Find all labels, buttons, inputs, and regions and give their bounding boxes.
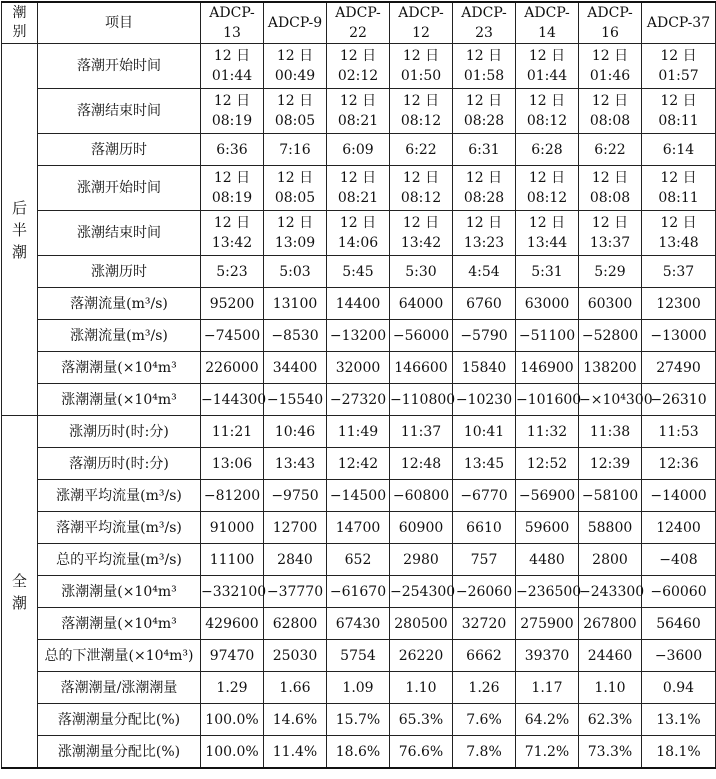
row-label: 涨潮潮量分配比(%) bbox=[38, 736, 201, 769]
table-cell: 95200 bbox=[201, 288, 264, 320]
row-label: 涨潮平均流量(m³/s) bbox=[38, 480, 201, 512]
table-cell: 12 日 13:44 bbox=[516, 211, 579, 256]
table-cell: 12 日 08:21 bbox=[327, 89, 390, 134]
table-cell: 56460 bbox=[642, 608, 716, 640]
table-cell: 1.29 bbox=[201, 672, 264, 704]
table-cell: 13.1% bbox=[642, 704, 716, 736]
table-cell: 10:46 bbox=[264, 416, 327, 448]
table-cell: −56900 bbox=[516, 480, 579, 512]
table-cell: 26220 bbox=[390, 640, 453, 672]
table-cell: 5:23 bbox=[201, 256, 264, 288]
table-cell: 4:54 bbox=[453, 256, 516, 288]
row-label: 涨潮结束时间 bbox=[38, 211, 201, 256]
table-cell: 27490 bbox=[642, 352, 716, 384]
table-cell: 6662 bbox=[453, 640, 516, 672]
group-header: 潮 别 bbox=[2, 2, 38, 44]
table-cell: −254300 bbox=[390, 576, 453, 608]
row-label: 涨潮潮量(×10⁴m³ bbox=[38, 576, 201, 608]
table-row bbox=[2, 640, 716, 672]
table-cell: 14700 bbox=[327, 512, 390, 544]
table-cell: 12 日 01:57 bbox=[642, 44, 716, 89]
table-cell: 71.2% bbox=[516, 736, 579, 769]
table-cell: 7:16 bbox=[264, 134, 327, 166]
table-cell: 2980 bbox=[390, 544, 453, 576]
table-cell: 76.6% bbox=[390, 736, 453, 769]
table-cell: 652 bbox=[327, 544, 390, 576]
table-cell: 12 日 08:11 bbox=[642, 166, 716, 211]
table-cell: 12:36 bbox=[642, 448, 716, 480]
table-cell: 6:36 bbox=[201, 134, 264, 166]
table-cell: 1.10 bbox=[579, 672, 642, 704]
table-cell: 12 日 01:44 bbox=[516, 44, 579, 89]
tidal-statistics-table bbox=[1, 1, 716, 769]
table-cell: 1.09 bbox=[327, 672, 390, 704]
row-label: 落潮开始时间 bbox=[38, 44, 201, 89]
table-cell: −26310 bbox=[642, 384, 716, 416]
table-cell: 12400 bbox=[642, 512, 716, 544]
table-cell: 12 日 08:28 bbox=[453, 89, 516, 134]
table-row bbox=[2, 672, 716, 704]
table-cell: −13000 bbox=[642, 320, 716, 352]
column-header: ADCP-14 bbox=[516, 2, 579, 44]
table-cell: −408 bbox=[642, 544, 716, 576]
table-row bbox=[2, 704, 716, 736]
table-cell: 6:14 bbox=[642, 134, 716, 166]
table-cell: 6610 bbox=[453, 512, 516, 544]
table-cell: 18.6% bbox=[327, 736, 390, 769]
table-cell: 12 日 13:42 bbox=[390, 211, 453, 256]
table-cell: 12 日 13:37 bbox=[579, 211, 642, 256]
table-cell: 11:37 bbox=[390, 416, 453, 448]
table-cell: −5790 bbox=[453, 320, 516, 352]
table-row bbox=[2, 288, 716, 320]
header-row bbox=[2, 2, 716, 44]
table-cell: 62800 bbox=[264, 608, 327, 640]
table-cell: 12 日 08:12 bbox=[516, 89, 579, 134]
table-cell: 39370 bbox=[516, 640, 579, 672]
table-cell: −8530 bbox=[264, 320, 327, 352]
table-cell: 12 日 01:46 bbox=[579, 44, 642, 89]
table-row bbox=[2, 44, 716, 89]
table-cell: 12 日 01:58 bbox=[453, 44, 516, 89]
table-cell: 58800 bbox=[579, 512, 642, 544]
table-cell: 12 日 13:09 bbox=[264, 211, 327, 256]
table-cell: 1.17 bbox=[516, 672, 579, 704]
row-label: 落潮潮量分配比(%) bbox=[38, 704, 201, 736]
table-cell: 6:31 bbox=[453, 134, 516, 166]
table-cell: −58100 bbox=[579, 480, 642, 512]
table-cell: −60060 bbox=[642, 576, 716, 608]
table-cell: −110800 bbox=[390, 384, 453, 416]
column-header: ADCP-9 bbox=[264, 2, 327, 44]
table-cell: 100.0% bbox=[201, 704, 264, 736]
table-cell: −13200 bbox=[327, 320, 390, 352]
table-cell: 5754 bbox=[327, 640, 390, 672]
table-cell: 12300 bbox=[642, 288, 716, 320]
table-row bbox=[2, 320, 716, 352]
column-header: ADCP-22 bbox=[327, 2, 390, 44]
table-cell: 12 日 02:12 bbox=[327, 44, 390, 89]
table-cell: 757 bbox=[453, 544, 516, 576]
table-cell: 64000 bbox=[390, 288, 453, 320]
table-cell: 2800 bbox=[579, 544, 642, 576]
table-cell: 6:22 bbox=[579, 134, 642, 166]
row-label: 涨潮潮量(×10⁴m³ bbox=[38, 384, 201, 416]
table-row bbox=[2, 416, 716, 448]
table-cell: 5:31 bbox=[516, 256, 579, 288]
table-cell: 5:29 bbox=[579, 256, 642, 288]
table-cell: 15840 bbox=[453, 352, 516, 384]
table-cell: 32720 bbox=[453, 608, 516, 640]
table-cell: −144300 bbox=[201, 384, 264, 416]
table-cell: 280500 bbox=[390, 608, 453, 640]
table-cell: 13:06 bbox=[201, 448, 264, 480]
table-cell: 25030 bbox=[264, 640, 327, 672]
table-cell: 5:45 bbox=[327, 256, 390, 288]
table-cell: 12 日 08:12 bbox=[516, 166, 579, 211]
table-cell: 2840 bbox=[264, 544, 327, 576]
column-header: ADCP-13 bbox=[201, 2, 264, 44]
table-cell: 32000 bbox=[327, 352, 390, 384]
table-cell: 267800 bbox=[579, 608, 642, 640]
table-row bbox=[2, 576, 716, 608]
table-cell: −10230 bbox=[453, 384, 516, 416]
table-row bbox=[2, 89, 716, 134]
table-cell: −332100 bbox=[201, 576, 264, 608]
table-cell: 1.10 bbox=[390, 672, 453, 704]
table-cell: −14500 bbox=[327, 480, 390, 512]
table-cell: 59600 bbox=[516, 512, 579, 544]
table-cell: 10:41 bbox=[453, 416, 516, 448]
table-cell: −3600 bbox=[642, 640, 716, 672]
table-cell: 24460 bbox=[579, 640, 642, 672]
table-cell: 4480 bbox=[516, 544, 579, 576]
row-label: 总的平均流量(m³/s) bbox=[38, 544, 201, 576]
table-cell: 12 日 14:06 bbox=[327, 211, 390, 256]
table-cell: 13:43 bbox=[264, 448, 327, 480]
table-cell: 7.6% bbox=[453, 704, 516, 736]
column-header: ADCP-23 bbox=[453, 2, 516, 44]
table-cell: 11:53 bbox=[642, 416, 716, 448]
table-cell: 12 日 13:42 bbox=[201, 211, 264, 256]
row-label: 落潮结束时间 bbox=[38, 89, 201, 134]
table-cell: 5:03 bbox=[264, 256, 327, 288]
table-cell: −26060 bbox=[453, 576, 516, 608]
table-cell: 62.3% bbox=[579, 704, 642, 736]
table-cell: −81200 bbox=[201, 480, 264, 512]
table-cell: 12:39 bbox=[579, 448, 642, 480]
row-label: 涨潮历时(时:分) bbox=[38, 416, 201, 448]
table-cell: −74500 bbox=[201, 320, 264, 352]
table-cell: 12 日 08:19 bbox=[201, 166, 264, 211]
table-cell: 13:45 bbox=[453, 448, 516, 480]
table-row bbox=[2, 134, 716, 166]
table-cell: 14.6% bbox=[264, 704, 327, 736]
table-cell: 11:21 bbox=[201, 416, 264, 448]
row-label: 落潮历时 bbox=[38, 134, 201, 166]
table-cell: 6:22 bbox=[390, 134, 453, 166]
table-cell: 11:38 bbox=[579, 416, 642, 448]
column-header: ADCP-16 bbox=[579, 2, 642, 44]
table-cell: 15.7% bbox=[327, 704, 390, 736]
row-label: 涨潮开始时间 bbox=[38, 166, 201, 211]
table-cell: 146600 bbox=[390, 352, 453, 384]
table-row bbox=[2, 384, 716, 416]
table-row bbox=[2, 544, 716, 576]
table-row bbox=[2, 512, 716, 544]
table-cell: 275900 bbox=[516, 608, 579, 640]
table-cell: 12 日 08:11 bbox=[642, 89, 716, 134]
table-cell: 12 日 01:50 bbox=[390, 44, 453, 89]
row-label: 落潮历时(时:分) bbox=[38, 448, 201, 480]
row-label: 落潮潮量(×10⁴m³ bbox=[38, 608, 201, 640]
table-cell: −×10⁴300 bbox=[579, 384, 642, 416]
table-cell: 65.3% bbox=[390, 704, 453, 736]
table-cell: 67430 bbox=[327, 608, 390, 640]
table-cell: 12 日 08:28 bbox=[453, 166, 516, 211]
group2-label: 全 潮 bbox=[2, 416, 38, 769]
table-cell: 11:49 bbox=[327, 416, 390, 448]
table-cell: 6:09 bbox=[327, 134, 390, 166]
table-cell: 11:32 bbox=[516, 416, 579, 448]
table-cell: 12 日 08:12 bbox=[390, 89, 453, 134]
table-cell: 1.66 bbox=[264, 672, 327, 704]
table-cell: 12 日 08:21 bbox=[327, 166, 390, 211]
table-cell: 13100 bbox=[264, 288, 327, 320]
table-cell: 12 日 00:49 bbox=[264, 44, 327, 89]
table-cell: 100.0% bbox=[201, 736, 264, 769]
table-cell: 14400 bbox=[327, 288, 390, 320]
table-cell: 138200 bbox=[579, 352, 642, 384]
table-cell: 12:52 bbox=[516, 448, 579, 480]
table-cell: −27320 bbox=[327, 384, 390, 416]
row-label: 落潮平均流量(m³/s) bbox=[38, 512, 201, 544]
table-cell: 91000 bbox=[201, 512, 264, 544]
table-row bbox=[2, 256, 716, 288]
table-row bbox=[2, 166, 716, 211]
table-cell: 12:42 bbox=[327, 448, 390, 480]
table-cell: 5:30 bbox=[390, 256, 453, 288]
table-row bbox=[2, 211, 716, 256]
table-cell: 11.4% bbox=[264, 736, 327, 769]
table-cell: 63000 bbox=[516, 288, 579, 320]
table-cell: 60900 bbox=[390, 512, 453, 544]
table-row bbox=[2, 448, 716, 480]
table-cell: −101600 bbox=[516, 384, 579, 416]
table-cell: 12 日 13:23 bbox=[453, 211, 516, 256]
table-cell: 73.3% bbox=[579, 736, 642, 769]
table-cell: 0.94 bbox=[642, 672, 716, 704]
table-cell: 12 日 08:19 bbox=[201, 89, 264, 134]
column-header: ADCP-12 bbox=[390, 2, 453, 44]
table-cell: −56000 bbox=[390, 320, 453, 352]
table-cell: −51100 bbox=[516, 320, 579, 352]
table-cell: 12 日 08:05 bbox=[264, 166, 327, 211]
table-cell: 226000 bbox=[201, 352, 264, 384]
column-header: ADCP-37 bbox=[642, 2, 716, 44]
table-cell: 11100 bbox=[201, 544, 264, 576]
table-cell: −6770 bbox=[453, 480, 516, 512]
table-cell: −37770 bbox=[264, 576, 327, 608]
row-label: 落潮潮量(×10⁴m³ bbox=[38, 352, 201, 384]
table-row bbox=[2, 736, 716, 769]
table-cell: 12 日 01:44 bbox=[201, 44, 264, 89]
row-label: 总的下泄潮量(×10⁴m³) bbox=[38, 640, 201, 672]
table-cell: −61670 bbox=[327, 576, 390, 608]
table-cell: 18.1% bbox=[642, 736, 716, 769]
table-cell: 6760 bbox=[453, 288, 516, 320]
table-cell: 6:28 bbox=[516, 134, 579, 166]
table-cell: 429600 bbox=[201, 608, 264, 640]
row-label: 落潮流量(m³/s) bbox=[38, 288, 201, 320]
item-header: 项目 bbox=[38, 2, 201, 44]
table-cell: 1.26 bbox=[453, 672, 516, 704]
table-cell: −60800 bbox=[390, 480, 453, 512]
table-cell: −243300 bbox=[579, 576, 642, 608]
table-row bbox=[2, 352, 716, 384]
table-cell: 97470 bbox=[201, 640, 264, 672]
table-row bbox=[2, 480, 716, 512]
table-cell: −52800 bbox=[579, 320, 642, 352]
table-cell: 12700 bbox=[264, 512, 327, 544]
table-cell: 12:48 bbox=[390, 448, 453, 480]
table-cell: 12 日 13:48 bbox=[642, 211, 716, 256]
table-cell: 146900 bbox=[516, 352, 579, 384]
table-cell: 12 日 08:12 bbox=[390, 166, 453, 211]
row-label: 落潮潮量/涨潮潮量 bbox=[38, 672, 201, 704]
table-cell: 34400 bbox=[264, 352, 327, 384]
table-cell: 12 日 08:08 bbox=[579, 89, 642, 134]
table-cell: 12 日 08:08 bbox=[579, 166, 642, 211]
table-row bbox=[2, 608, 716, 640]
table-cell: 7.8% bbox=[453, 736, 516, 769]
row-label: 涨潮流量(m³/s) bbox=[38, 320, 201, 352]
table-cell: −14000 bbox=[642, 480, 716, 512]
table-cell: −236500 bbox=[516, 576, 579, 608]
table-cell: 12 日 08:05 bbox=[264, 89, 327, 134]
table-cell: 5:37 bbox=[642, 256, 716, 288]
table-cell: −9750 bbox=[264, 480, 327, 512]
table-cell: 64.2% bbox=[516, 704, 579, 736]
table-cell: 60300 bbox=[579, 288, 642, 320]
row-label: 涨潮历时 bbox=[38, 256, 201, 288]
group1-label: 后 半 潮 bbox=[2, 44, 38, 416]
table-cell: −15540 bbox=[264, 384, 327, 416]
